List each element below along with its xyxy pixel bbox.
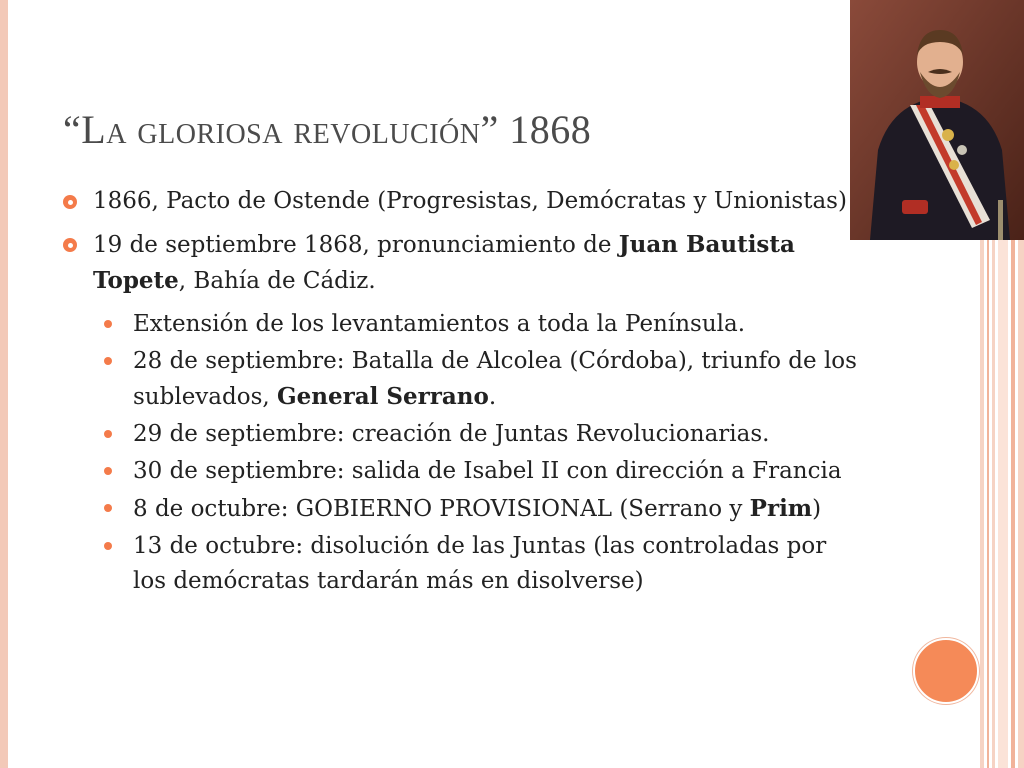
left-decorative-rule: [0, 0, 8, 768]
sub-list-item: [60, 417, 860, 452]
dot-bullet-icon: [104, 542, 112, 550]
decorative-circle: [913, 638, 979, 704]
dot-bullet-icon: [104, 430, 112, 438]
sub-bullet-text: 29 de septiembre: creación de Juntas Revolucionarias.: [133, 421, 770, 447]
sub-bullet-text-before: 8 de octubre: GOBIERNO PROVISIONAL (Serrano y: [133, 496, 750, 522]
slide-content: [60, 184, 860, 601]
sub-list-item: [60, 491, 860, 527]
dot-bullet-icon: [104, 467, 112, 475]
list-item: [60, 184, 860, 219]
sub-bullet-bold: General Serrano: [277, 383, 489, 410]
sub-bullet-text-after: ): [812, 496, 822, 522]
bullet-text-after: , Bahía de Cádiz.: [178, 268, 376, 294]
bullet-bold-name: Juan Bautista Topete: [93, 231, 795, 294]
dot-bullet-icon: [104, 504, 112, 512]
bullet-text: 1866, Pacto de Ostende (Progresistas, Demócratas y Unionistas): [93, 188, 847, 214]
sub-bullet-bold: Prim: [749, 495, 813, 522]
sub-bullet-text: Extensión de los levantamientos a toda la Península.: [133, 311, 746, 337]
sub-bullet-text-after: .: [488, 384, 497, 410]
dot-bullet-icon: [104, 320, 112, 328]
sub-list-item: [60, 344, 860, 415]
slide-title: “La gloriosa revolución” 1868: [63, 107, 592, 152]
sub-list-item: [60, 529, 860, 599]
circle-bullet-icon: [63, 238, 77, 252]
bullet-text-before: 19 de septiembre 1868, pronunciamiento de: [93, 232, 619, 258]
sub-list-item: [60, 454, 860, 489]
sub-bullet-text-before: 28 de septiembre: Batalla de Alcolea (Córdoba), triunfo de los sublevados,: [133, 348, 857, 410]
sub-bullet-text: 30 de septiembre: salida de Isabel II con dirección a Francia: [133, 458, 842, 484]
circle-bullet-icon: [63, 195, 77, 209]
list-item: [60, 227, 860, 299]
sub-bullet-text: 13 de octubre: disolución de las Juntas (las controladas por los demócratas tardarán más en disolverse): [133, 533, 827, 594]
sub-list-item: [60, 307, 860, 342]
dot-bullet-icon: [104, 357, 112, 365]
portrait-image: [850, 0, 1024, 240]
